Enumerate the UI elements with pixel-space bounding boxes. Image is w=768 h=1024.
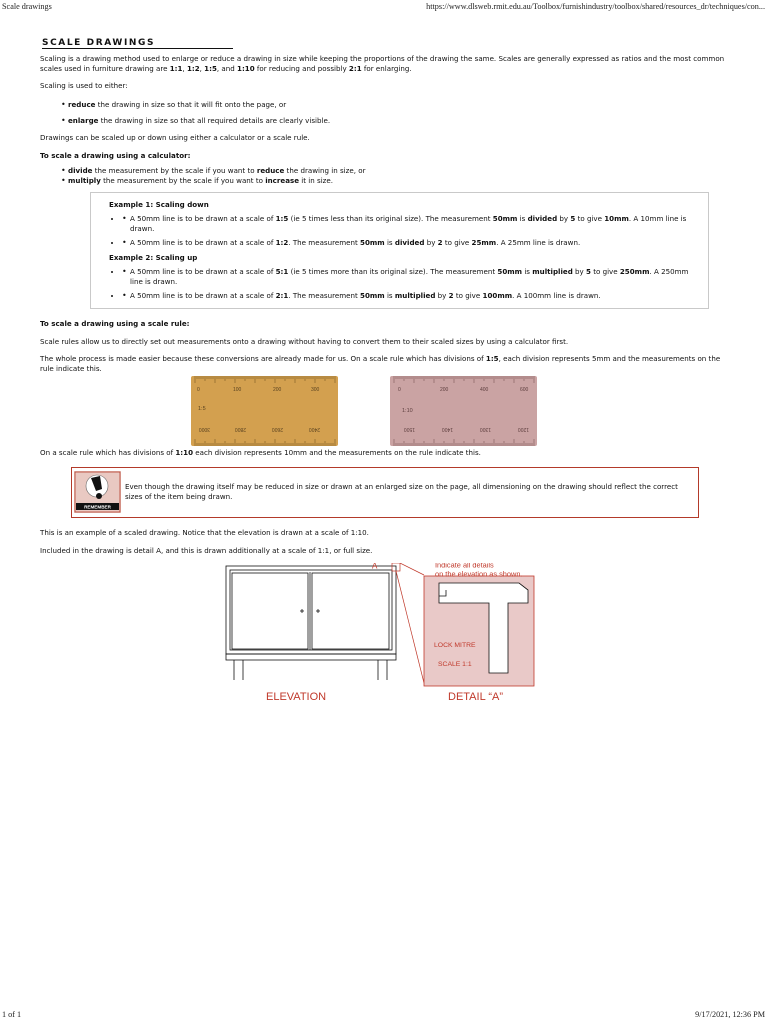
scale-rule-heading: To scale a drawing using a scale rule:	[40, 319, 190, 329]
scale-rule-paragraph-3: On a scale rule which has divisions of 1:10 each division represents 10mm and the measurements on the rule indicate this.	[40, 447, 481, 457]
print-header-url[interactable]: https://www.dlsweb.rmit.edu.au/Toolbox/furnishindustry/toolbox/shared/resources_dr/techniques/con...	[426, 2, 765, 11]
print-footer	[0, 1010, 768, 1022]
detail-a-label: DETAIL “A”	[448, 691, 504, 704]
ruler-b-bottom-label-3: 1500	[403, 425, 415, 432]
page-title: SCALE DRAWINGS	[42, 39, 233, 49]
ruler-a-bottom-label-2: 2800	[234, 425, 246, 432]
remember-icon	[74, 471, 121, 513]
detail-scale-label: SCALE 1:1	[438, 661, 472, 669]
elevation-cabinet	[226, 566, 396, 680]
remember-callout	[71, 467, 699, 518]
ruler-b-top-label-1: 200	[440, 386, 449, 393]
calculator-list	[40, 166, 730, 185]
ruler-b-scale-label: 1:10	[402, 407, 413, 414]
list-item: • • A 50mm line is to be drawn at a scale of 1:5 (ie 5 times less than its original size). The measurement 50mm is divided by 5 to give 10mm. A 10mm line is drawn.	[122, 214, 700, 233]
leader-line	[400, 563, 424, 575]
examples-box	[90, 192, 709, 309]
elevation-label: ELEVATION	[266, 691, 327, 704]
print-datetime: 9/17/2021, 12:36 PM	[695, 1010, 765, 1019]
list-item: • • A 50mm line is to be drawn at a scale of 1:2. The measurement 50mm is divided by 2 to give 25mm. A 25mm line is drawn.	[122, 238, 700, 247]
note-line-2: on the elevation as shown.	[435, 569, 523, 579]
remember-text: Even though the drawing itself may be reduced in size or drawn at an enlarged size on the page, all dimensioning on the drawing should reflect the correct sizes of the item being drawn.	[125, 481, 678, 502]
example-1-list	[109, 214, 700, 247]
ruler-b-top-label-2: 400	[480, 386, 489, 393]
example-paragraph-1: This is an example of a scaled drawing. Notice that the elevation is drawn at a scale of 1:10.	[40, 528, 369, 538]
example-1-title: Example 1: Scaling down	[109, 200, 209, 210]
ruler-b-bottom-label-0: 1200	[517, 425, 529, 432]
detail-a-marker: A	[372, 563, 378, 571]
ruler-b-bottom-label-2: 1400	[441, 425, 453, 432]
list-item: • divide the measurement by the scale if you want to reduce the drawing in size, or	[40, 166, 730, 175]
scale-rule-1-5	[191, 376, 338, 446]
calculator-heading: To scale a drawing using a calculator:	[40, 150, 191, 160]
lock-mitre-label: LOCK MITRE	[434, 642, 476, 650]
ruler-a-bottom-label-1: 2600	[271, 425, 283, 432]
list-item: • enlarge the drawing in size so that all required details are clearly visible.	[40, 116, 730, 125]
ruler-a-top-label-1: 100	[233, 386, 242, 393]
used-to-text: Scaling is used to either:	[40, 81, 128, 91]
ruler-b-top-label-0: 0	[398, 386, 401, 393]
ruler-a-bottom-label-0: 2400	[308, 425, 320, 432]
scaled-drawing-figure	[40, 563, 730, 728]
ruler-a-bottom-label-3: 3000	[198, 425, 210, 432]
note-line-1: Indicate all details	[435, 563, 494, 570]
list-item: • • A 50mm line is to be drawn at a scale of 2:1. The measurement 50mm is multiplied by 2 to give 100mm. A 100mm line is drawn.	[122, 291, 700, 300]
print-header-title: Scale drawings	[2, 2, 52, 11]
list-item: • • A 50mm line is to be drawn at a scale of 5:1 (ie 5 times more than its original size). The measurement 50mm is multiplied by 5 to give 250mm. A 250mm line is drawn.	[122, 267, 700, 286]
intro-paragraph: Scaling is a drawing method used to enlarge or reduce a drawing in size while keeping the proportions of the drawing the same. Scales are generally expressed as ratios and the most common scales used in furniture drawing are 1:1, 1:2, 1:5, and 1:10 for reducing and possibly 2:1 for enlarging.	[40, 54, 725, 73]
list-item: • multiply the measurement by the scale if you want to increase it in size.	[40, 176, 730, 185]
ruler-b-top-label-3: 600	[520, 386, 529, 393]
scale-rules-figure	[40, 376, 730, 448]
scaled-either-text: Drawings can be scaled up or down using either a calculator or a scale rule.	[40, 133, 310, 143]
scale-rule-paragraph-1: Scale rules allow us to directly set out measurements onto a drawing without having to convert them to their scaled sizes by using a calculator first.	[40, 336, 569, 346]
ruler-a-top-label-3: 300	[311, 386, 320, 393]
page-number: 1 of 1	[2, 1010, 22, 1019]
ruler-a-top-label-2: 200	[273, 386, 282, 393]
example-2-title: Example 2: Scaling up	[109, 252, 198, 262]
leader-line	[396, 571, 424, 683]
remember-label: REMEMBER	[84, 504, 111, 510]
ruler-a-scale-label: 1:5	[198, 405, 206, 412]
ruler-b-bottom-label-1: 1300	[479, 425, 491, 432]
scale-rule-1-10	[390, 376, 537, 446]
print-header	[0, 2, 768, 14]
scale-rule-paragraph-2: The whole process is made easier because these conversions are already made for us. On a scale rule which has divisions of 1:5, each division represents 5mm and the measurements on the rule indicate this.	[40, 354, 721, 373]
list-item: • reduce the drawing in size so that it will fit onto the page, or	[40, 100, 730, 109]
ruler-a-top-label-0: 0	[197, 386, 200, 393]
main-content	[40, 38, 730, 728]
used-to-list	[40, 100, 730, 126]
example-paragraph-2: Included in the drawing is detail A, and this is drawn additionally at a scale of 1:1, or full size.	[40, 545, 373, 555]
example-2-list	[109, 267, 700, 300]
